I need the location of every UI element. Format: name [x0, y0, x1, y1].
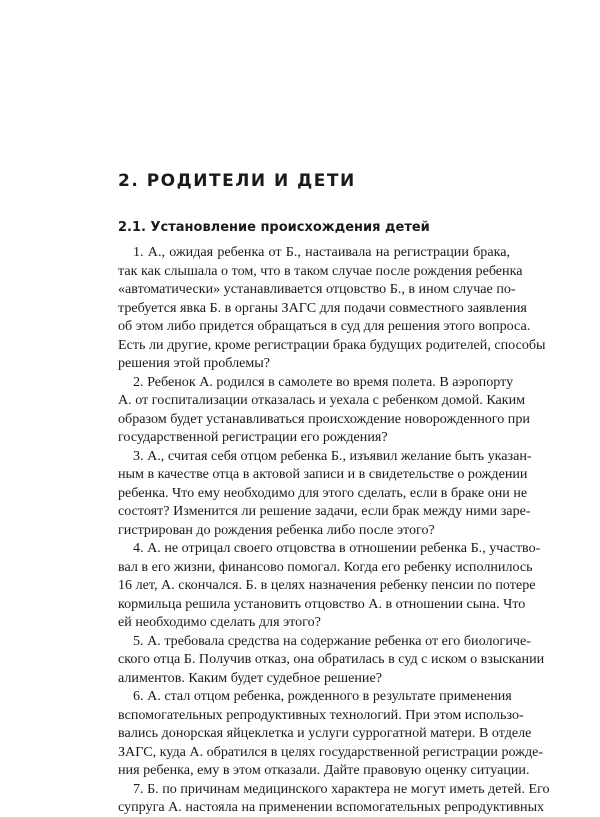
text-line: государственной регистрации его рождения?	[118, 429, 388, 445]
text-line: «автоматически» устанавливается отцовство Б., в ином случае по-	[118, 281, 516, 297]
text-line: требуется явка Б. в органы ЗАГС для подачи совместного заявления	[118, 299, 527, 316]
paragraph-7	[118, 780, 550, 817]
text-line: состоят? Изменится ли решение задачи, если брак между ними заре-	[118, 503, 531, 519]
text-line: 1. А., ожидая ребенка от Б., настаивала на регистрации брака,	[133, 244, 510, 260]
text-line: ния ребенка, ему в этом отказали. Дайте правовую оценку ситуации.	[118, 762, 530, 778]
paragraph-1	[118, 243, 546, 373]
text-line: решения этой проблемы?	[118, 355, 271, 371]
text-line: кормильца решила установить отцовство А. в отношении сына. Что	[118, 595, 526, 612]
text-line: 2. Ребенок А. родился в самолете во время полета. В аэропорту	[133, 373, 514, 390]
text-line: вспомогательных репродуктивных технологий. При этом использо-	[118, 706, 524, 723]
chapter-title: 2. РОДИТЕЛИ И ДЕТИ	[118, 171, 356, 191]
text-line: вались донорская яйцеклетка и услуги суррогатной матери. В отделе	[118, 725, 532, 741]
text-line: 7. Б. по причинам медицинского характера не могут иметь детей. Его	[133, 780, 550, 797]
text-line: Есть ли другие, кроме регистрации брака будущих родителей, способы	[118, 336, 546, 353]
text-line: алиментов. Каким будет судебное решение?	[118, 669, 382, 686]
text-line: 6. А. стал отцом ребенка, рожденного в результате применения	[133, 688, 512, 704]
paragraph-6	[118, 687, 544, 780]
text-line: так как слышала о том, что в таком случае после рождения ребенка	[118, 262, 523, 279]
paragraph-3	[118, 447, 532, 540]
text-line: ЗАГС, куда А. обратился в целях государственной регистрации рожде-	[118, 743, 544, 760]
paragraph-2	[118, 373, 530, 447]
paragraph-5	[118, 632, 545, 688]
body-text	[118, 243, 550, 817]
text-line: А. от госпитализации отказалась и уехала с ребенком домой. Каким	[118, 392, 526, 408]
text-line: гистрирован до рождения ребенка либо после этого?	[118, 521, 435, 538]
paragraph-4	[118, 539, 541, 632]
text-line: 16 лет, А. скончался. Б. в целях назначения ребенку пенсии по потере	[118, 577, 536, 593]
text-line: образом будет устанавливаться происхождение новорожденного при	[118, 410, 530, 427]
text-line: 3. А., считая себя отцом ребенка Б., изъявил желание быть указан-	[133, 447, 532, 464]
text-line: об этом либо придется обращаться в суд для решения этого вопроса.	[118, 318, 531, 334]
text-line: ей необходимо сделать для этого?	[118, 614, 321, 630]
text-line: 5. А. требовала средства на содержание ребенка от его биологиче-	[133, 632, 531, 649]
text-line: вал в его жизни, финансово помогал. Когда его ребенку исполнилось	[118, 558, 533, 575]
text-line: ребенка. Что ему необходимо для этого сделать, если в браке они не	[118, 484, 528, 501]
text-line: ным в качестве отца в актовой записи и в свидетельстве о рождении	[118, 466, 528, 482]
text-line: 4. А. не отрицал своего отцовства в отношении ребенка Б., участво-	[133, 540, 541, 556]
section-title: 2.1. Установление происхождения детей	[118, 220, 430, 235]
text-line: ского отца Б. Получив отказ, она обратилась в суд с иском о взыскании	[118, 651, 545, 667]
text-line: супруга А. настояла на применении вспомогательных репродуктивных	[118, 799, 545, 815]
